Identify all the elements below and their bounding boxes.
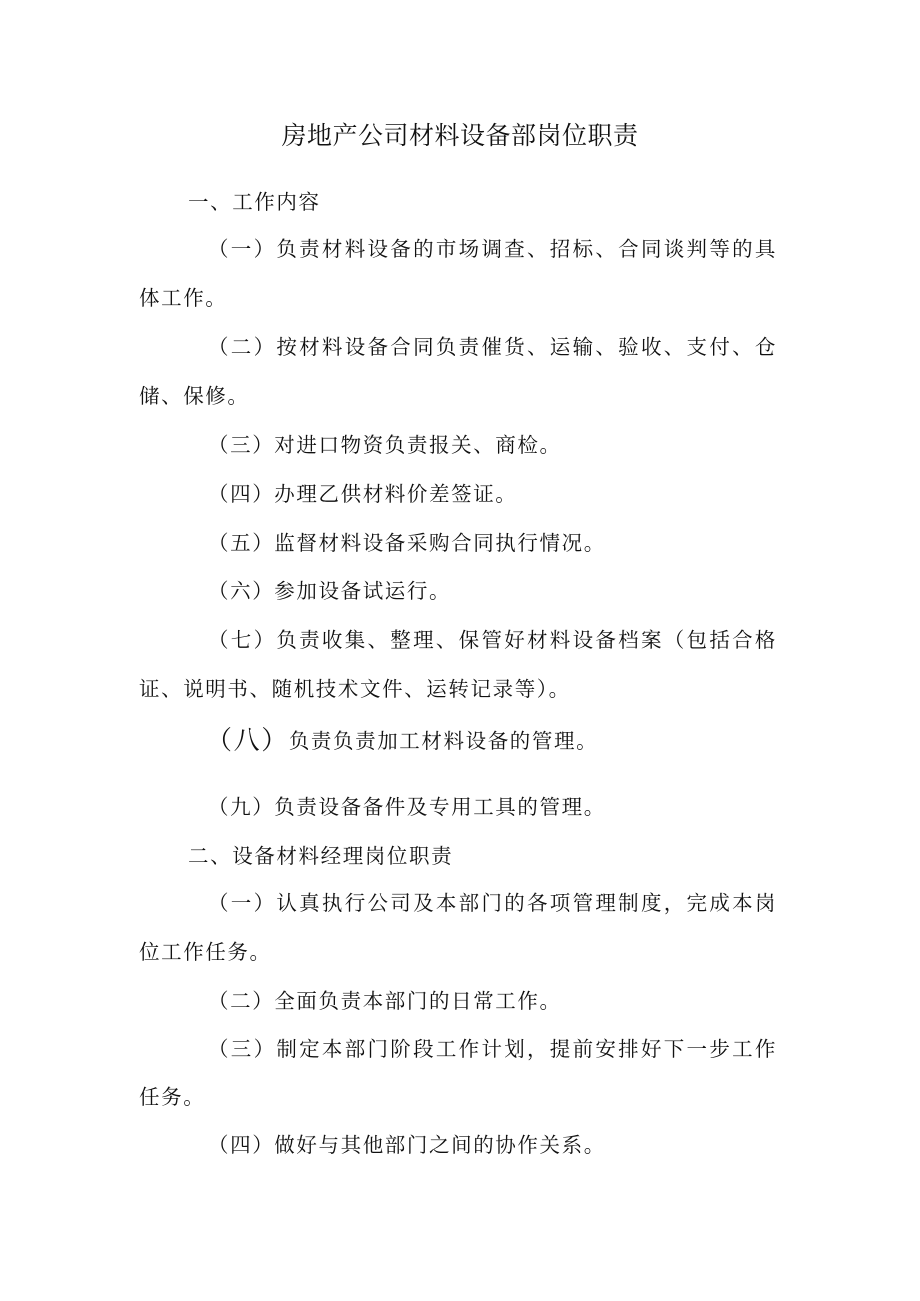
list-item-line: （四）办理乙供材料价差签证。 <box>208 482 518 506</box>
list-item-marker: （八） <box>206 726 289 756</box>
list-item-line: （五）监督材料设备采购合同执行情况。 <box>208 531 606 555</box>
list-item-continuation: 体工作。 <box>139 286 228 310</box>
list-item-line: （一）负责材料设备的市场调查、招标、合同谈判等的具 <box>208 237 777 261</box>
list-item-line: （三）制定本部门阶段工作计划，提前安排好下一步工作 <box>208 1037 777 1061</box>
list-item-continuation: 位工作任务。 <box>139 940 272 964</box>
list-item-line: （九）负责设备备件及专用工具的管理。 <box>208 795 606 819</box>
list-item-continuation: 证、说明书、随机技术文件、运转记录等）。 <box>139 677 571 701</box>
list-item-line: （二）全面负责本部门的日常工作。 <box>208 989 562 1013</box>
list-item-line: （六）参加设备试运行。 <box>208 579 452 603</box>
list-item-line: （三）对进口物资负责报关、商检。 <box>208 433 562 457</box>
list-item-continuation: 任务。 <box>139 1085 206 1109</box>
document-title: 房地产公司材料设备部岗位职责 <box>281 121 639 150</box>
list-item-line <box>206 726 598 756</box>
section-heading-work-content: 一、工作内容 <box>188 190 321 214</box>
list-item-line: （四）做好与其他部门之间的协作关系。 <box>208 1133 606 1157</box>
list-item-line: （一）认真执行公司及本部门的各项管理制度，完成本岗 <box>208 891 777 915</box>
list-item-line: （七）负责收集、整理、保管好材料设备档案（包括合格 <box>208 628 777 652</box>
section-heading-manager-duties: 二、设备材料经理岗位职责 <box>188 844 454 868</box>
list-item-line: （二）按材料设备合同负责催货、运输、验收、支付、仓 <box>208 335 777 359</box>
list-item-continuation: 储、保修。 <box>139 384 250 408</box>
list-item-text: 负责负责加工材料设备的管理。 <box>288 729 599 753</box>
